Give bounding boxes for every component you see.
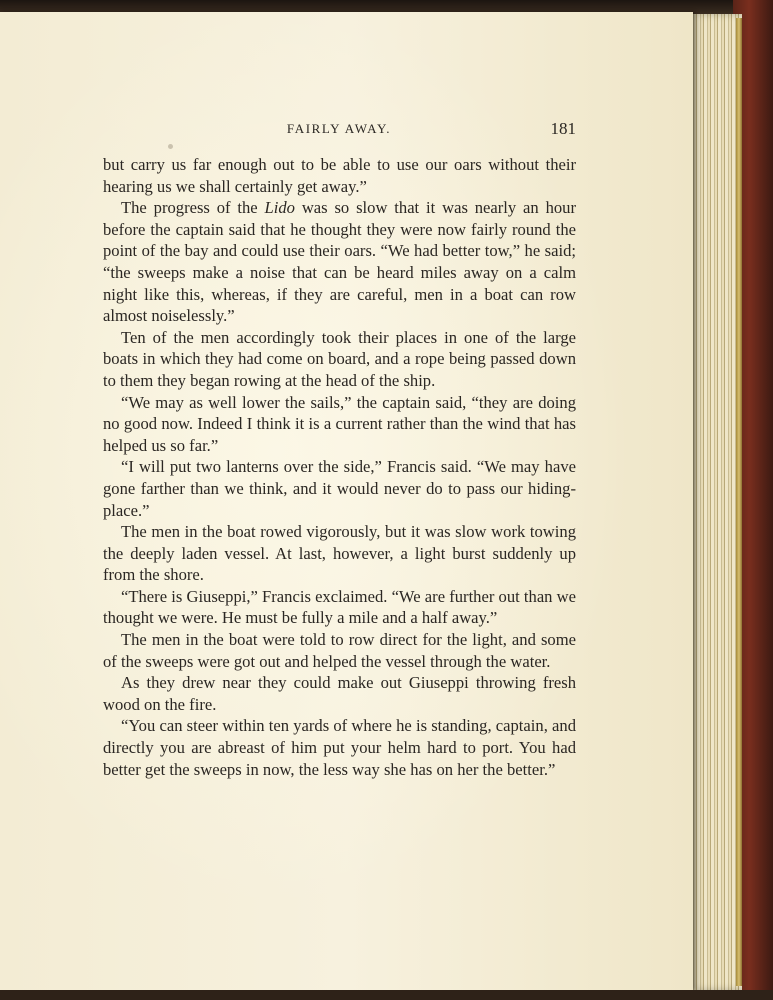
- paragraph: [103, 154, 576, 197]
- text-span: “You can steer within ten yards of where he is standing, captain, and directly you are abreast of him put your helm hard to port. You had better get the sweeps in now, the less way she has on her the better.”: [103, 716, 576, 779]
- paragraph: [103, 521, 576, 586]
- scan-background-bottom: [0, 990, 773, 1000]
- page-number: 181: [550, 119, 576, 138]
- paragraph: [103, 586, 576, 629]
- text-span: The progress of the: [121, 198, 265, 218]
- italic-text: Lido: [264, 198, 295, 218]
- running-title: FAIRLY AWAY.: [286, 121, 392, 136]
- page-stack-edge: [690, 14, 742, 990]
- text-span: “We may as well lower the sails,” the captain said, “they are doing no good now. Indeed I think it is a current rather than the wind that has helped us so far.”: [103, 392, 576, 455]
- text-span: “There is Giuseppi,” Francis exclaimed. “We are further out than we thought we were. He must be fully a mile and a half away.”: [103, 586, 576, 628]
- paragraph: [103, 629, 576, 672]
- body-text: [103, 154, 576, 780]
- text-span: As they drew near they could make out Giuseppi throwing fresh wood on the fire.: [103, 673, 576, 714]
- text-span: “I will put two lanterns over the side,” Francis said. “We may have gone farther than we think, and it would never do to pass our hiding-place.”: [103, 457, 576, 520]
- text-span: The men in the boat rowed vigorously, but it was slow work towing the deeply laden vessel. At last, however, a light burst suddenly up from the shore.: [103, 522, 576, 585]
- text-span: was so slow that it was nearly an hour before the captain said that he thought they were now fairly round the point of the bay and could use their oars. “We had better tow,” he said; “the sweeps make a noise that can be heard miles away on a calm night like this, whereas, if they are careful, men in a boat can row almost noiselessly.”: [103, 198, 576, 326]
- paragraph: [103, 456, 576, 521]
- gilt-edge: [736, 18, 742, 986]
- paragraph: [103, 672, 576, 715]
- text-span: but carry us far enough out to be able to use our oars without their hearing us we shall certainly get away.”: [103, 155, 576, 196]
- paper-spot: [168, 144, 173, 149]
- paragraph: [103, 392, 576, 457]
- paragraph: [103, 715, 576, 780]
- text-span: The men in the boat were told to row direct for the light, and some of the sweeps were got out and helped the vessel through the water.: [103, 630, 576, 671]
- paragraph: [103, 197, 576, 327]
- running-head: [102, 118, 576, 142]
- paragraph: [103, 327, 576, 392]
- text-span: Ten of the men accordingly took their places in one of the large boats in which they had come on board, and a rope being passed down to them they began rowing at the head of the ship.: [103, 327, 576, 390]
